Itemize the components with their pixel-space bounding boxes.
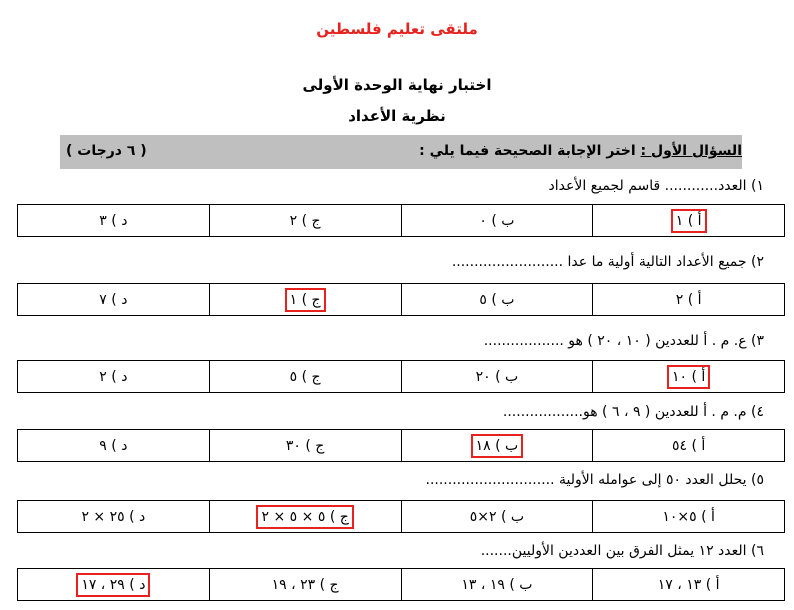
option-prefix: ج ) — [301, 368, 321, 385]
option-prefix: د ) — [111, 368, 128, 385]
option-text: ١٠ — [671, 368, 688, 385]
question-stem: ١) العدد............ قاسم لجميع الأعداد — [548, 178, 764, 194]
option-prefix: أ ) — [705, 576, 720, 593]
option-text: ١٣ ، ١٧ — [657, 576, 702, 593]
option-prefix: د ) — [129, 576, 146, 593]
option-cell[interactable] — [593, 284, 785, 316]
option-prefix: د ) — [129, 508, 146, 525]
unit-title: نظرية الأعداد — [348, 107, 446, 125]
option-prefix: أ ) — [687, 212, 702, 229]
option-prefix: أ ) — [687, 291, 702, 308]
selected-answer — [667, 365, 710, 389]
question-stem: ٣) ع. م . أ للعددين ( ١٠ ، ٢٠ ) هو .................. — [483, 333, 764, 349]
option-text: ٢ — [99, 368, 107, 385]
options-row — [17, 568, 785, 601]
option-prefix: ج ) — [301, 212, 321, 229]
selected-answer — [285, 288, 326, 312]
option — [662, 509, 715, 525]
option-text: ١٩ ، ١٣ — [461, 576, 505, 593]
section-instruction-line — [419, 143, 742, 159]
selected-answer — [671, 209, 707, 233]
option-text: ٢ — [675, 291, 684, 308]
option-text: ٢٠ — [475, 368, 491, 385]
option-cell[interactable] — [593, 430, 785, 462]
option — [81, 509, 145, 525]
option-cell[interactable] — [209, 284, 401, 316]
option-cell[interactable] — [593, 501, 785, 533]
option-text: ٥×١٠ — [662, 508, 697, 525]
selected-answer — [76, 573, 150, 597]
option-text: ٢٩ ، ١٧ — [81, 576, 125, 593]
option — [99, 369, 127, 385]
option — [290, 213, 321, 229]
section-instruction: اختر الإجابة الصحيحة فيما يلي : — [419, 143, 636, 159]
exam-title: اختبار نهاية الوحدة الأولى — [302, 76, 492, 94]
option-cell[interactable] — [593, 361, 785, 393]
option-prefix: ب ) — [495, 368, 519, 385]
option-prefix: د ) — [111, 212, 128, 229]
option — [476, 369, 519, 385]
option — [99, 213, 127, 229]
question-stem: ٦) العدد ١٢ يمثل الفرق بين العددين الأوليين....... — [480, 543, 764, 559]
option-prefix: ب ) — [509, 576, 533, 593]
option-prefix: ج ) — [329, 508, 349, 525]
option-cell[interactable] — [401, 205, 593, 237]
option-text: ١٨ — [475, 437, 491, 454]
option — [286, 438, 324, 454]
option-cell[interactable] — [18, 284, 210, 316]
option-cell[interactable] — [18, 569, 210, 601]
option-prefix: ب ) — [491, 212, 515, 229]
option-prefix: ب ) — [491, 291, 515, 308]
option — [461, 577, 532, 593]
question-stem: ٥) يحلل العدد ٥٠ إلى عوامله الأولية ............................. — [425, 472, 764, 488]
option-text: ٥٤ — [671, 437, 688, 454]
option-cell[interactable] — [209, 430, 401, 462]
option — [676, 292, 702, 308]
selected-answer — [256, 505, 353, 529]
option — [470, 509, 524, 525]
question-section-header — [60, 135, 742, 169]
option-text: ٥ — [289, 368, 298, 385]
option — [658, 577, 720, 593]
option-cell[interactable] — [209, 205, 401, 237]
option-cell[interactable] — [401, 284, 593, 316]
option-cell[interactable] — [401, 501, 593, 533]
option-prefix: ج ) — [301, 291, 321, 308]
option — [272, 577, 339, 593]
option-text: ١ — [289, 291, 298, 308]
option-text: ٢٣ ، ١٩ — [271, 576, 316, 593]
options-row — [17, 360, 785, 393]
option-prefix: د ) — [111, 437, 128, 454]
option-text: ٢٥ × ٢ — [81, 508, 125, 525]
option — [99, 438, 127, 454]
option — [99, 292, 127, 308]
option-cell[interactable] — [593, 205, 785, 237]
option — [479, 292, 514, 308]
option-text: ٣٠ — [285, 437, 301, 454]
options-row — [17, 429, 785, 462]
option-text: ٧ — [99, 291, 107, 308]
options-row — [17, 283, 785, 316]
option-prefix: أ ) — [701, 508, 715, 525]
option-cell[interactable] — [209, 361, 401, 393]
option-cell[interactable] — [18, 501, 210, 533]
option-cell[interactable] — [18, 430, 210, 462]
option-prefix: أ ) — [691, 437, 706, 454]
option-text: ٠ — [479, 212, 487, 229]
option-prefix: ب ) — [495, 437, 519, 454]
option-prefix: ج ) — [319, 576, 339, 593]
option-cell[interactable] — [209, 569, 401, 601]
option-text: ٥ × ٥ × ٢ — [261, 508, 326, 525]
option-text: ٢ — [289, 212, 298, 229]
option-cell[interactable] — [401, 569, 593, 601]
question-stem: ٤) م. م . أ للعددين ( ٩ ، ٦ ) هو.................. — [502, 404, 764, 420]
question-stem: ٢) جميع الأعداد التالية أولية ما عدا ......................... — [451, 254, 764, 270]
option — [479, 213, 514, 229]
option-cell[interactable] — [209, 501, 401, 533]
option-text: ٩ — [99, 437, 107, 454]
options-row — [17, 204, 785, 237]
option-cell[interactable] — [18, 205, 210, 237]
section-grade: ( ٦ درجات ) — [66, 143, 147, 159]
option-prefix: ج ) — [305, 437, 325, 454]
option — [672, 438, 705, 454]
option-prefix: د ) — [111, 291, 128, 308]
option-cell[interactable] — [401, 430, 593, 462]
options-row — [17, 500, 785, 533]
site-title: ملتقى تعليم فلسطين — [316, 20, 478, 38]
option-cell[interactable] — [593, 569, 785, 601]
option — [290, 369, 321, 385]
option-cell[interactable] — [18, 361, 210, 393]
option-text: ٣ — [99, 212, 107, 229]
option-prefix: أ ) — [691, 368, 706, 385]
option-text: ٢×٥ — [469, 508, 497, 525]
selected-answer — [471, 434, 524, 458]
option-cell[interactable] — [401, 361, 593, 393]
option-prefix: ب ) — [500, 508, 525, 525]
option-text: ٥ — [479, 291, 487, 308]
option-text: ١ — [675, 212, 684, 229]
section-label: السؤال الأول : — [640, 143, 742, 159]
